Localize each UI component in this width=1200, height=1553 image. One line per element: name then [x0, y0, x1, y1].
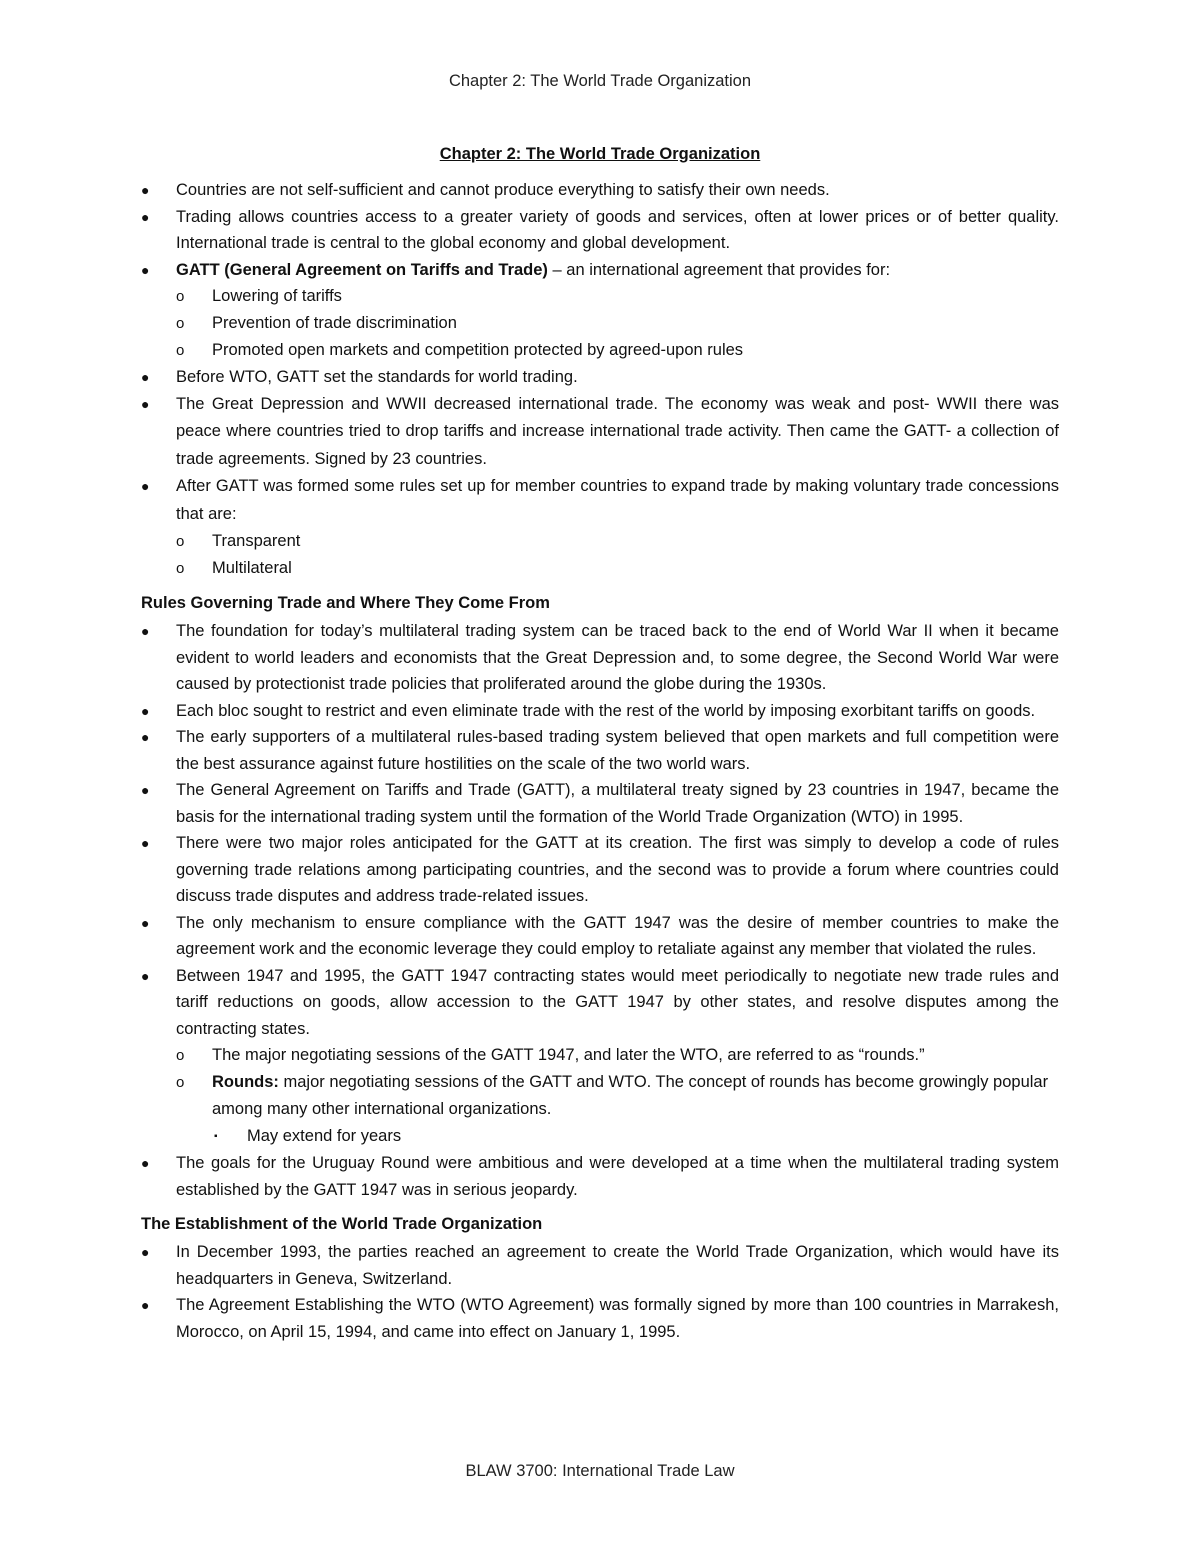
page-footer: BLAW 3700: International Trade Law — [465, 1462, 735, 1480]
list-item: ● There were two major roles anticipated for the GATT at its creation. The first was simply to develop a code of rules governing trade relations among participating countries, and the second was to provide a forum where countries could discuss trade disputes and address trade-related issues. — [141, 830, 1059, 910]
list-item: ● After GATT was formed some rules set up for member countries to expand trade by making voluntary trade concessions that are: — [141, 473, 1059, 528]
bullet-icon: ● — [141, 702, 150, 719]
sub-list-item: o Multilateral — [141, 555, 1059, 582]
bullet-icon: ● — [141, 967, 150, 984]
sub-list-item: o The major negotiating sessions of the GATT 1947, and later the WTO, are referred to as “rounds.” — [141, 1042, 1059, 1069]
circle-bullet-icon: o — [176, 315, 185, 332]
section-heading-rules: Rules Governing Trade and Where They Come From — [141, 594, 550, 612]
circle-bullet-icon: o — [176, 342, 185, 359]
bullet-icon: ● — [141, 261, 150, 278]
rounds-term: Rounds: — [212, 1073, 279, 1091]
circle-bullet-icon: o — [176, 288, 185, 305]
section-2-list — [141, 618, 1059, 1203]
bullet-icon: ● — [141, 182, 150, 198]
list-item: ● The early supporters of a multilateral rules-based trading system believed that open markets and full competition were the best assurance against future hostilities on the scale of the two world wars. — [141, 724, 1059, 777]
bullet-icon: ● — [141, 208, 150, 225]
circle-bullet-icon: o — [176, 533, 185, 550]
sub-list-item: o Promoted open markets and competition protected by agreed-upon rules — [141, 337, 1059, 364]
list-item: ● Each bloc sought to restrict and even eliminate trade with the rest of the world by imposing exorbitant tariffs on goods. — [141, 698, 1059, 725]
document-body — [141, 143, 1059, 1345]
list-item: ● Before WTO, GATT set the standards for world trading. — [141, 364, 1059, 391]
list-item: ● Between 1947 and 1995, the GATT 1947 contracting states would meet periodically to negotiate new trade rules and tariff reductions on goods, allow accession to the GATT 1947 by other states, and resolve disputes among the contracting states. — [141, 963, 1059, 1043]
page-header: Chapter 2: The World Trade Organization — [448, 72, 752, 90]
section-heading-establishment: The Establishment of the World Trade Organization — [141, 1215, 543, 1233]
sub-sub-list-item: ▪ May extend for years — [141, 1123, 1059, 1150]
bullet-icon: ● — [141, 369, 150, 385]
list-item: ● The foundation for today’s multilateral trading system can be traced back to the end of World War II when it became evident to world leaders and economists that the Great Depression and, to some degree, the Second World War were caused by protectionist trade policies that proliferated around the globe during the 1930s. — [141, 618, 1059, 698]
bullet-icon: ● — [141, 835, 150, 851]
bullet-icon: ● — [141, 782, 150, 798]
sub-list-item: o Transparent — [141, 528, 1059, 555]
list-item: ● The goals for the Uruguay Round were ambitious and were developed at a time when the multilateral trading system established by the GATT 1947 was in serious jeopardy. — [141, 1150, 1059, 1203]
list-item: ● The Great Depression and WWII decreased international trade. The economy was weak and post- WWII there was peace where countries tried to drop tariffs and increase international trade activity. Then came the GATT- a collection of trade agreements. Signed by 23 countries. — [141, 391, 1059, 474]
bullet-icon: ● — [141, 1297, 150, 1313]
list-item: ● The General Agreement on Tariffs and Trade (GATT), a multilateral treaty signed by 23 countries in 1947, became the basis for the international trading system until the formation of the World Trade Organization (WTO) in 1995. — [141, 777, 1059, 830]
bullet-icon: ● — [141, 1155, 150, 1171]
section-1-list — [141, 177, 1059, 582]
circle-bullet-icon: o — [176, 1074, 185, 1091]
list-item: ● In December 1993, the parties reached an agreement to create the World Trade Organization, which would have its headquarters in Geneva, Switzerland. — [141, 1239, 1059, 1292]
circle-bullet-icon: o — [176, 1047, 185, 1064]
sub-list-item: o Lowering of tariffs — [141, 283, 1059, 310]
bullet-icon: ● — [141, 478, 150, 494]
bullet-icon: ● — [141, 1244, 150, 1260]
document-title: Chapter 2: The World Trade Organization — [439, 145, 761, 163]
bullet-icon: ● — [141, 395, 150, 412]
list-item: ● Trading allows countries access to a greater variety of goods and services, often at lower prices or of better quality. International trade is central to the global economy and global development. — [141, 204, 1059, 257]
square-bullet-icon: ▪ — [214, 1131, 218, 1142]
bullet-icon: ● — [141, 623, 150, 639]
list-item: ● Countries are not self-sufficient and cannot produce everything to satisfy their own needs. — [141, 177, 1059, 204]
bullet-icon: ● — [141, 729, 150, 745]
circle-bullet-icon: o — [176, 560, 185, 577]
sub-list-item: o Rounds: major negotiating sessions of the GATT and WTO. The concept of rounds has become growingly popular among many other international organizations. — [141, 1069, 1059, 1123]
sub-list-item: o Prevention of trade discrimination — [141, 310, 1059, 337]
bullet-icon: ● — [141, 914, 150, 931]
gatt-term: GATT (General Agreement on Tariffs and Trade) — [176, 260, 548, 279]
list-item: ● The Agreement Establishing the WTO (WTO Agreement) was formally signed by more than 100 countries in Marrakesh, Morocco, on April 15, 1994, and came into effect on January 1, 1995. — [141, 1292, 1059, 1345]
list-item: ● GATT (General Agreement on Tariffs and Trade) – an international agreement that provides for: — [141, 257, 1059, 284]
section-3-list — [141, 1239, 1059, 1345]
list-item: ● The only mechanism to ensure compliance with the GATT 1947 was the desire of member countries to make the agreement work and the economic leverage they could employ to retaliate against any member that violated the rules. — [141, 910, 1059, 963]
